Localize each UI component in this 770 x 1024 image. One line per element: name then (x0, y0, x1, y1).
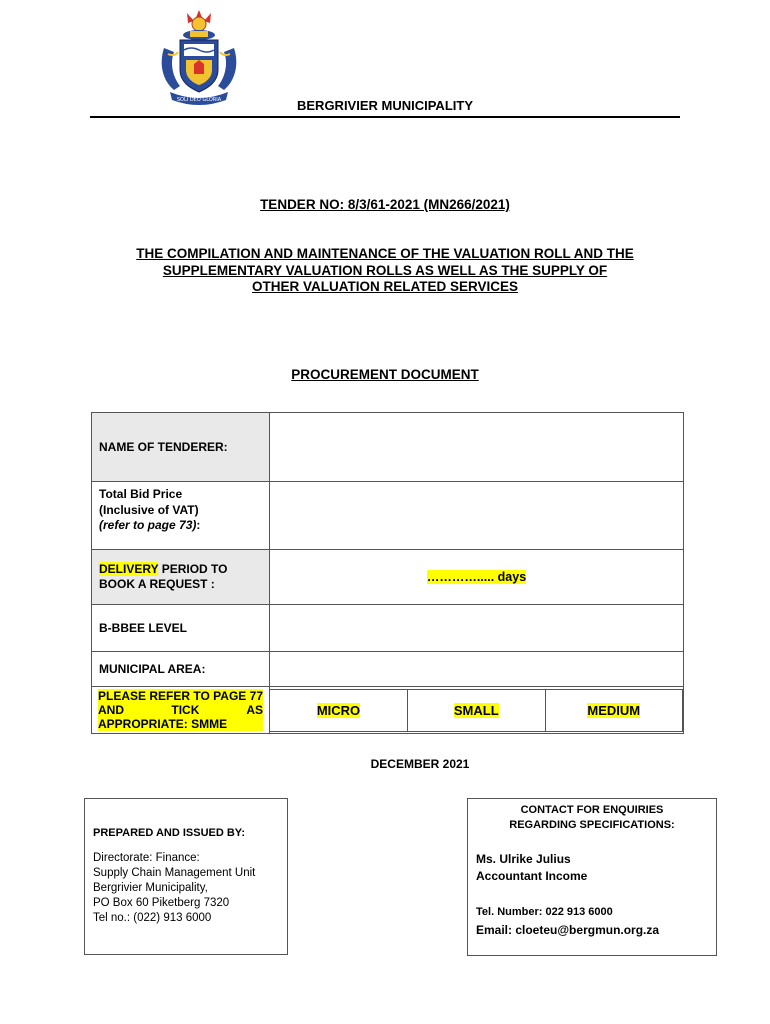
crest-motto: SOLI DEO GLORIA (176, 97, 222, 103)
delivery-label-line: BOOK A REQUEST : (99, 577, 215, 591)
address-line: Supply Chain Management Unit (93, 867, 256, 879)
delivery-highlight: DELIVERY (99, 562, 159, 576)
delivery-period-label (92, 550, 270, 605)
tender-title-line: THE COMPILATION AND MAINTENANCE OF THE VALUATION ROLL AND THE (136, 246, 634, 261)
contact-telephone: Tel. Number: 022 913 6000 (476, 906, 613, 918)
tender-title (60, 246, 710, 296)
document-type: PROCUREMENT DOCUMENT (291, 367, 479, 382)
contact-heading-line: REGARDING SPECIFICATIONS: (509, 819, 675, 831)
smme-label (92, 687, 270, 734)
smme-options-table (270, 689, 683, 732)
bbbee-level-label-text: B-BBEE LEVEL (99, 621, 188, 635)
smme-option-medium[interactable] (545, 689, 683, 731)
table-row (92, 687, 684, 734)
table-row (92, 550, 684, 605)
total-bid-price-field[interactable] (270, 482, 684, 550)
contact-box (467, 798, 717, 956)
table-row (92, 413, 684, 482)
prepared-by-address (93, 851, 255, 926)
smme-label-text: PLEASE REFER TO PAGE 77 AND TICK AS APPROPRIATE: SMME (98, 689, 263, 731)
smme-option-label: SMALL (453, 702, 499, 718)
total-bid-price-label (92, 482, 270, 550)
municipality-name: BERGRIVIER MUNICIPALITY (297, 98, 473, 113)
tender-title-line: OTHER VALUATION RELATED SERVICES (251, 279, 519, 294)
bid-label-line: (Inclusive of VAT) (99, 502, 199, 517)
document-date: DECEMBER 2021 (370, 757, 470, 771)
contact-role: Accountant Income (476, 869, 588, 883)
municipal-crest (154, 8, 244, 108)
contact-heading (468, 803, 716, 833)
municipal-area-label (92, 652, 270, 687)
smme-option-label: MICRO (316, 702, 361, 718)
smme-option-small[interactable] (408, 689, 546, 731)
bid-label-line: Total Bid Price (99, 487, 183, 501)
bbbee-level-label (92, 605, 270, 652)
address-line: Directorate: Finance: (93, 852, 200, 864)
name-of-tenderer-label-text: NAME OF TENDERER: (99, 440, 228, 454)
address-line: Bergrivier Municipality, (93, 882, 208, 894)
delivery-days-value: …………..... days (426, 570, 527, 584)
prepared-by-heading: PREPARED AND ISSUED BY: (93, 827, 245, 839)
table-row (92, 482, 684, 550)
bbbee-level-field[interactable] (270, 605, 684, 652)
table-row (92, 605, 684, 652)
bid-label-line (99, 518, 262, 534)
bid-label-colon: : (196, 518, 201, 532)
contact-person (476, 851, 587, 885)
delivery-label-rest: PERIOD TO (158, 562, 228, 576)
delivery-label-line (99, 562, 262, 577)
tenderer-details-table (91, 412, 684, 734)
prepared-by-box (84, 798, 288, 955)
contact-name: Ms. Ulrike Julius (476, 852, 571, 866)
smme-options-cell (270, 687, 684, 734)
delivery-period-field[interactable] (270, 550, 684, 605)
sun-rays-icon (187, 10, 211, 31)
name-of-tenderer-label (92, 413, 270, 482)
tender-title-line: SUPPLEMENTARY VALUATION ROLLS AS WELL AS THE SUPPLY OF (162, 262, 608, 278)
bid-page-ref: (refer to page 73) (99, 518, 197, 532)
contact-heading-line: CONTACT FOR ENQUIRIES (520, 804, 664, 816)
address-line: PO Box 60 Piketberg 7320 (93, 897, 230, 909)
address-line: Tel no.: (022) 913 6000 (93, 912, 212, 924)
municipal-area-field[interactable] (270, 652, 684, 687)
header-divider (90, 116, 680, 118)
municipal-area-label-text: MUNICIPAL AREA: (99, 662, 206, 676)
contact-email[interactable]: Email: cloeteu@bergmun.org.za (476, 923, 660, 937)
table-row (92, 652, 684, 687)
name-of-tenderer-field[interactable] (270, 413, 684, 482)
tender-number: TENDER NO: 8/3/61-2021 (MN266/2021) (260, 197, 510, 212)
smme-option-micro[interactable] (270, 689, 408, 731)
crest-emblem-icon (154, 8, 244, 108)
smme-option-label: MEDIUM (587, 702, 641, 718)
